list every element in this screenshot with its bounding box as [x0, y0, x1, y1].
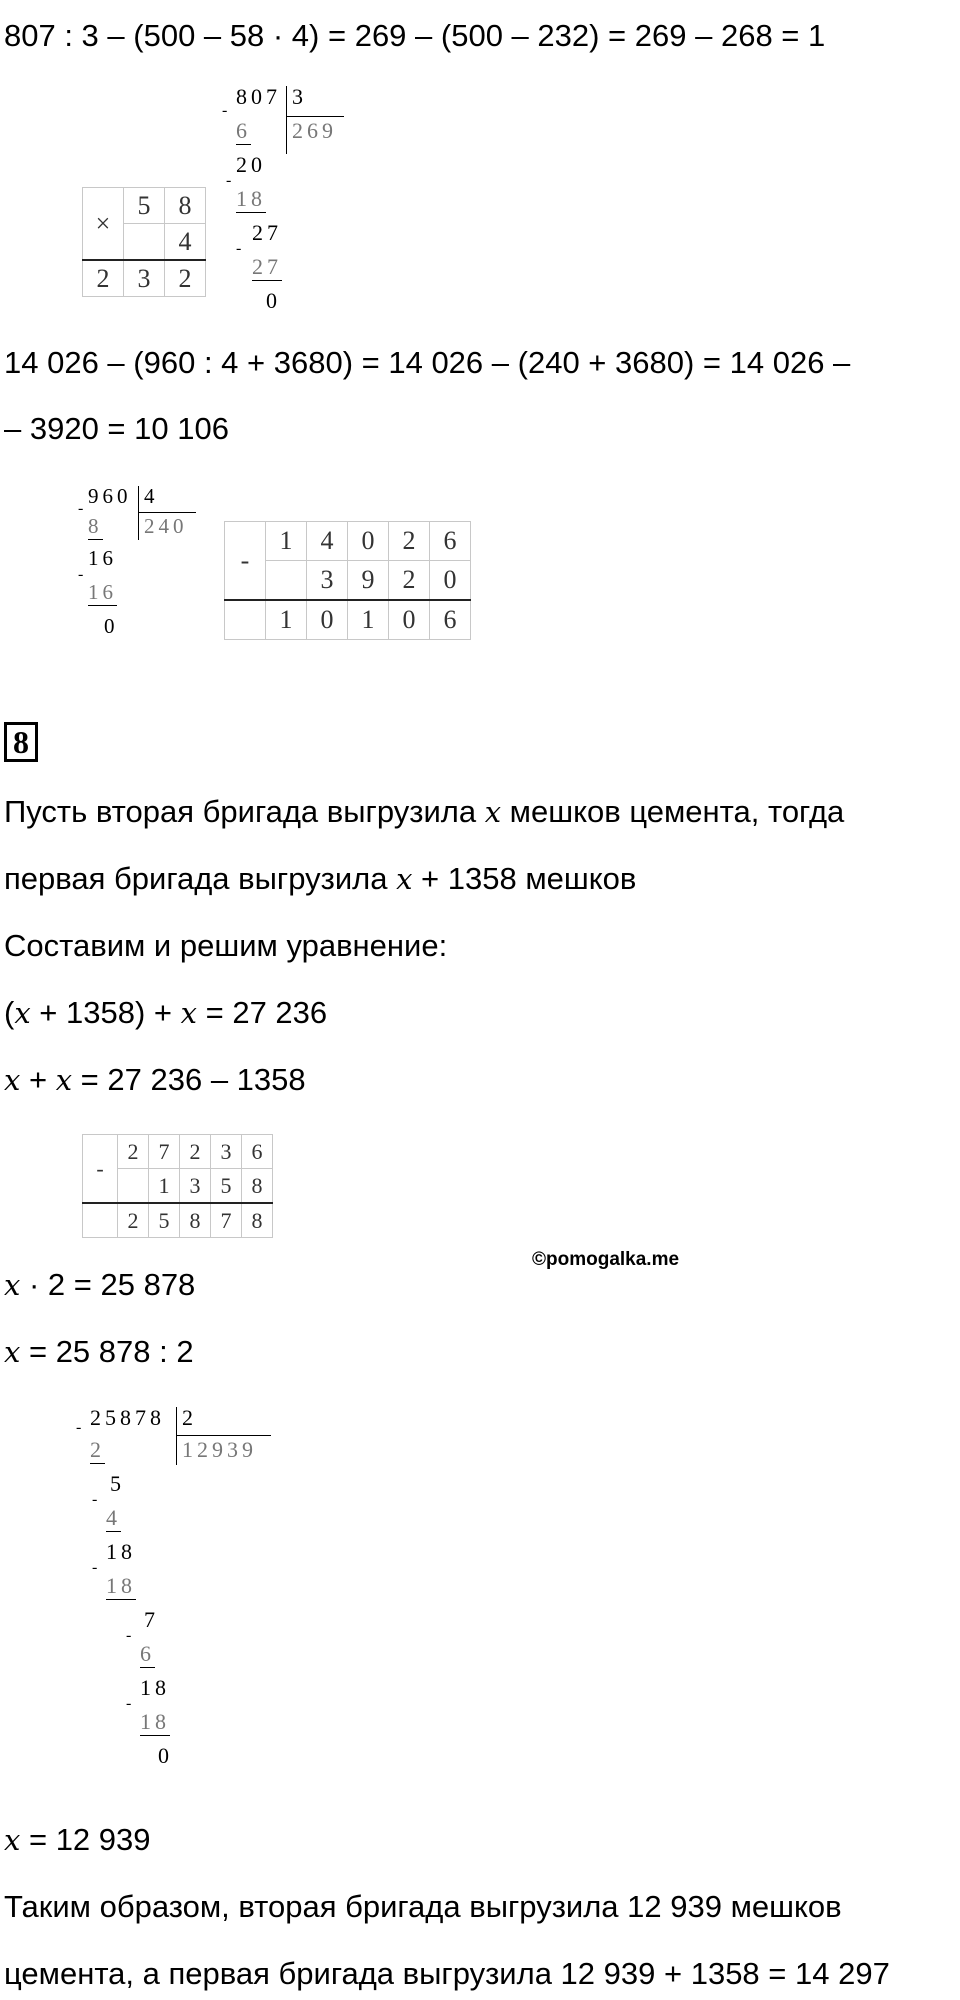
minus-sign: -: [92, 1491, 102, 1508]
variable-x: x: [14, 996, 31, 1030]
division-bar: [286, 86, 287, 154]
subtrahend: 6: [140, 1641, 155, 1666]
operator-cell: -: [225, 522, 266, 601]
subtrahend: 18: [236, 186, 266, 211]
subtrahend: 18: [106, 1573, 136, 1598]
divisor: 3: [292, 84, 307, 109]
digit-cell: 3: [180, 1169, 211, 1204]
task-number-badge: 8: [4, 722, 38, 762]
operator-cell: -: [83, 1135, 118, 1204]
long-division-960: [76, 484, 206, 644]
digit-cell: 6: [242, 1135, 273, 1169]
equation-line-3: x · 2 = 25 878: [4, 1267, 196, 1302]
minus-sign: -: [126, 1627, 136, 1644]
expression-line-2: 14 026 – (960 : 4 + 3680) = 14 026 – (240 + 3680) = 14 026 –: [4, 345, 851, 380]
digit-cell: 3: [211, 1135, 242, 1169]
digit-cell: 2: [180, 1135, 211, 1169]
digit-cell: 5: [124, 188, 165, 224]
long-division-807: [220, 84, 350, 324]
remainder: 0: [104, 614, 119, 638]
dividend: 807: [236, 84, 281, 109]
remainder: 0: [158, 1743, 173, 1768]
digit-cell: 7: [149, 1135, 180, 1169]
minus-sign: -: [92, 1559, 102, 1576]
variable-x: x: [484, 795, 502, 829]
digit-cell: 5: [211, 1169, 242, 1204]
watermark: ©pomogalka.me: [532, 1249, 680, 1270]
digit-cell: [266, 561, 307, 601]
remainder: 18: [106, 1539, 136, 1564]
digit-cell: 8: [242, 1169, 273, 1204]
minus-sign: -: [78, 566, 88, 583]
digit-cell: [118, 1169, 149, 1204]
result-cell: 2: [165, 260, 206, 297]
digit-cell: 6: [430, 522, 471, 561]
minus-sign: -: [76, 1419, 86, 1436]
equation-line-2: x + x = 27 236 – 1358: [4, 1062, 306, 1097]
remainder: 18: [140, 1675, 170, 1700]
subtrahend: 18: [140, 1709, 170, 1734]
quotient-line: [176, 1435, 271, 1436]
quotient: 240: [144, 514, 188, 538]
minus-sign: -: [126, 1695, 136, 1712]
quotient-line: [286, 116, 344, 117]
subtrahend: 6: [236, 118, 251, 143]
result-cell: 2: [83, 260, 124, 297]
result-cell: 3: [124, 260, 165, 297]
variable-x: x: [180, 996, 197, 1030]
answer-line: x = 12 939: [4, 1822, 151, 1857]
quotient-line: [138, 512, 196, 513]
result-cell: 1: [348, 600, 389, 640]
text-line-3: Составим и решим уравнение:: [4, 928, 448, 963]
quotient: 12939: [182, 1437, 257, 1462]
minus-sign: -: [78, 500, 88, 517]
digit-cell: 8: [165, 188, 206, 224]
operator-cell: ×: [83, 188, 124, 261]
dividend: 960: [88, 484, 132, 508]
long-division-25878: [76, 1405, 286, 1795]
result-cell: 2: [118, 1203, 149, 1238]
divisor: 2: [182, 1405, 197, 1430]
division-bar: [176, 1407, 177, 1465]
minus-sign: -: [226, 172, 236, 189]
result-cell: 1: [266, 600, 307, 640]
result-cell: 0: [307, 600, 348, 640]
subtrahend: 2: [90, 1437, 105, 1462]
dividend: 25878: [90, 1405, 165, 1430]
variable-x: x: [4, 1063, 21, 1097]
digit-cell: 1: [266, 522, 307, 561]
variable-x: x: [4, 1268, 21, 1302]
subtrahend: 27: [252, 254, 282, 279]
subtraction-grid-27236: [82, 1134, 273, 1238]
digit-cell: 2: [389, 561, 430, 601]
result-cell: 0: [389, 600, 430, 640]
digit-cell: 9: [348, 561, 389, 601]
divisor: 4: [144, 484, 159, 508]
result-cell: 6: [430, 600, 471, 640]
text-line-1: Пусть вторая бригада выгрузила x мешков цемента, тогда: [4, 794, 845, 829]
expression-line-1: 807 : 3 – (500 – 58 · 4) = 269 – (500 – 232) = 269 – 268 = 1: [4, 18, 826, 53]
digit-cell: 3: [307, 561, 348, 601]
digit-cell: 0: [348, 522, 389, 561]
equation-line-4: x = 25 878 : 2: [4, 1334, 194, 1369]
digit-cell: 1: [149, 1169, 180, 1204]
digit-cell: 4: [307, 522, 348, 561]
conclusion-line-2: цемента, а первая бригада выгрузила 12 939 + 1358 = 14 297: [4, 1956, 890, 1991]
equation-line-1: (x + 1358) + x = 27 236: [4, 995, 328, 1030]
remainder: 0: [266, 288, 281, 313]
division-bar: [138, 486, 139, 540]
remainder: 7: [144, 1607, 159, 1632]
result-cell: 8: [180, 1203, 211, 1238]
conclusion-line-1: Таким образом, вторая бригада выгрузила 12 939 мешков: [4, 1889, 842, 1924]
digit-cell: [124, 224, 165, 261]
subtraction-grid-14026: [224, 521, 471, 640]
subtrahend: 16: [88, 580, 117, 604]
minus-sign: -: [236, 240, 246, 257]
digit-cell: 2: [118, 1135, 149, 1169]
variable-x: x: [4, 1823, 21, 1857]
subtrahend: 4: [106, 1505, 121, 1530]
variable-x: x: [55, 1063, 73, 1097]
multiplication-grid-58x4: [82, 187, 206, 297]
result-cell: 8: [242, 1203, 273, 1238]
digit-cell: 0: [430, 561, 471, 601]
digit-cell: 4: [165, 224, 206, 261]
quotient: 269: [292, 118, 337, 143]
minus-sign: -: [222, 102, 232, 119]
variable-x: x: [396, 862, 413, 896]
digit-cell: 2: [389, 522, 430, 561]
expression-line-3: – 3920 = 10 106: [4, 411, 229, 446]
remainder: 16: [88, 546, 117, 570]
text-line-2: первая бригада выгрузила x + 1358 мешков: [4, 861, 637, 896]
result-cell: 5: [149, 1203, 180, 1238]
result-cell: 7: [211, 1203, 242, 1238]
variable-x: x: [4, 1335, 21, 1369]
remainder: 5: [110, 1471, 125, 1496]
remainder: 20: [236, 152, 266, 177]
subtrahend: 8: [88, 514, 103, 538]
remainder: 27: [252, 220, 282, 245]
